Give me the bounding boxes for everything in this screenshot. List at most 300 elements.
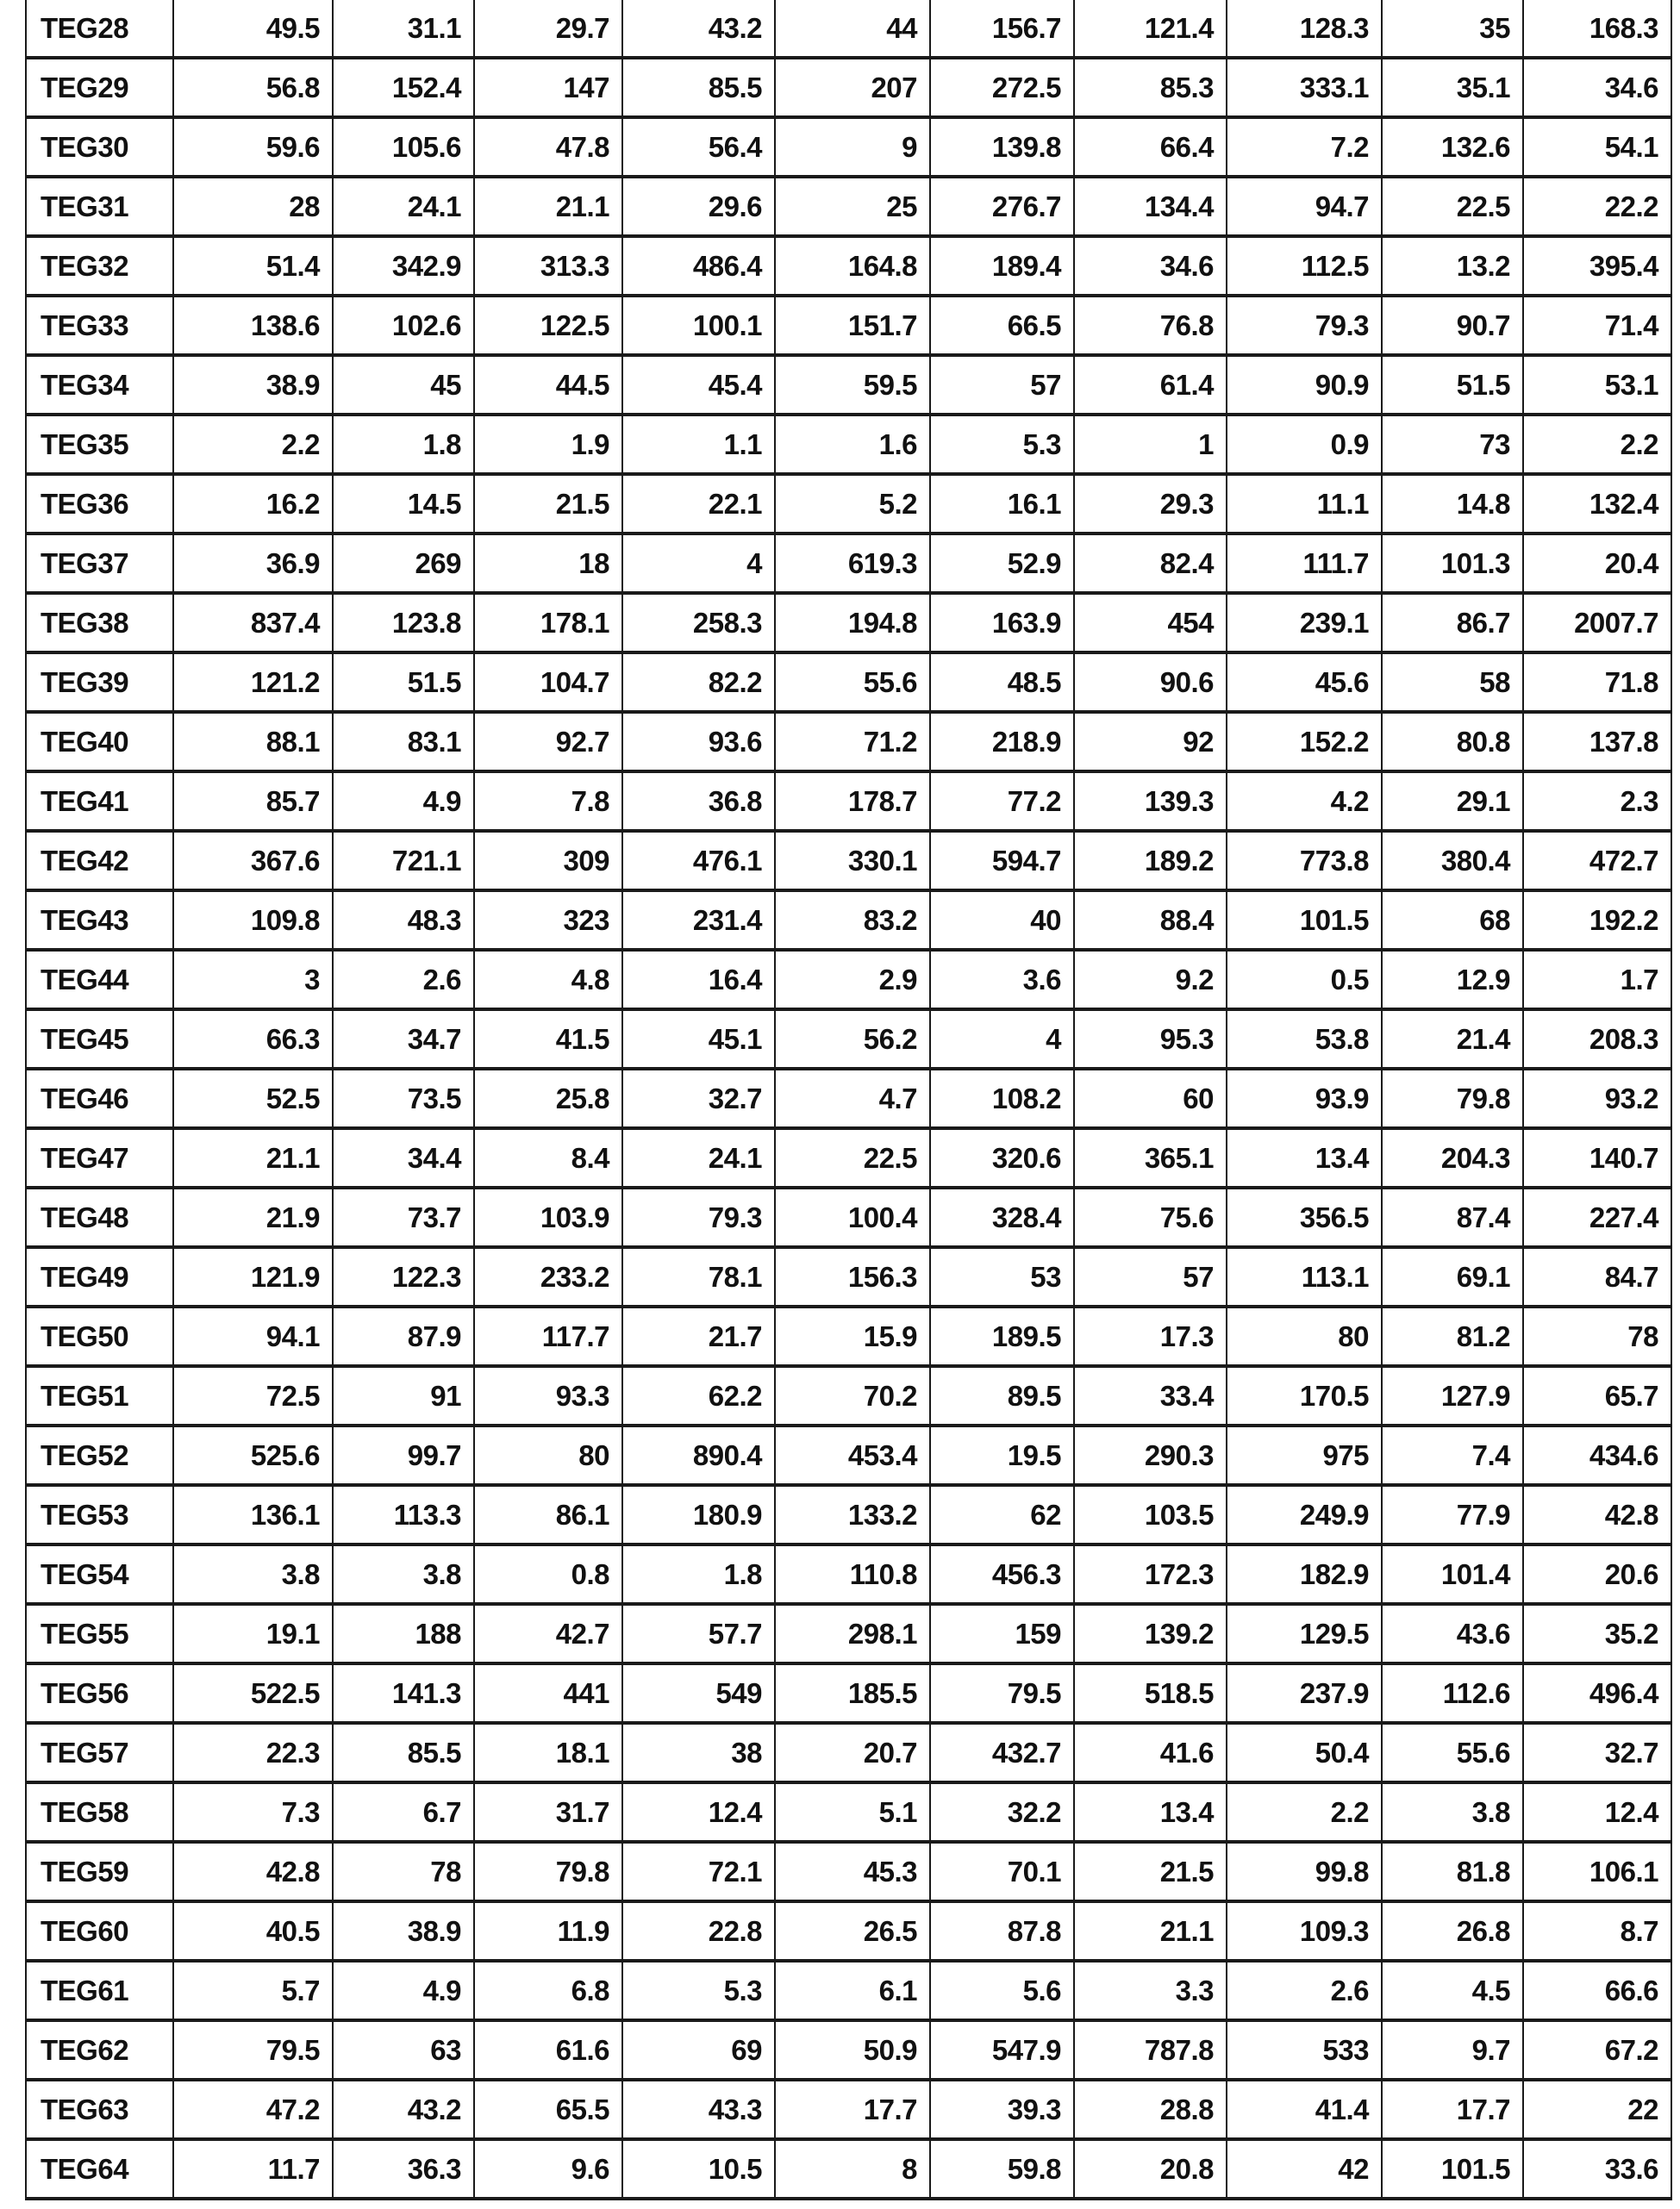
table-cell: 7.2: [1227, 117, 1382, 177]
table-cell: 29.7: [474, 0, 622, 58]
table-cell: 28: [173, 177, 333, 236]
table-row: [26, 712, 1671, 771]
table-cell: 178.1: [474, 593, 622, 652]
table-cell: 2.6: [333, 950, 474, 1009]
table-cell: 4.5: [1382, 1961, 1523, 2020]
row-label: TEG59: [26, 1842, 173, 1901]
table-cell: 8: [775, 2139, 930, 2199]
row-label: TEG40: [26, 712, 173, 771]
expression-data-table: [25, 0, 1672, 2200]
table-cell: 35: [1382, 0, 1523, 58]
table-cell: 218.9: [930, 712, 1074, 771]
table-cell: 330.1: [775, 831, 930, 890]
table-cell: 227.4: [1523, 1188, 1671, 1247]
table-cell: 41.5: [474, 1009, 622, 1069]
table-cell: 16.2: [173, 474, 333, 534]
table-row: [26, 1307, 1671, 1366]
table-row: [26, 1009, 1671, 1069]
table-cell: 239.1: [1227, 593, 1382, 652]
table-cell: 15.9: [775, 1307, 930, 1366]
table-cell: 189.2: [1074, 831, 1227, 890]
table-row: [26, 177, 1671, 236]
table-cell: 20.4: [1523, 534, 1671, 593]
table-cell: 51.5: [1382, 355, 1523, 415]
table-cell: 19.1: [173, 1604, 333, 1663]
table-cell: 95.3: [1074, 1009, 1227, 1069]
table-cell: 110.8: [775, 1544, 930, 1604]
table-row: [26, 890, 1671, 950]
table-cell: 21.4: [1382, 1009, 1523, 1069]
table-cell: 773.8: [1227, 831, 1382, 890]
table-cell: 11.7: [173, 2139, 333, 2199]
table-cell: 22.5: [1382, 177, 1523, 236]
row-label: TEG63: [26, 2080, 173, 2139]
table-row: [26, 1961, 1671, 2020]
table-cell: 518.5: [1074, 1663, 1227, 1723]
table-cell: 92.7: [474, 712, 622, 771]
table-cell: 141.3: [333, 1663, 474, 1723]
table-cell: 2.2: [1227, 1782, 1382, 1842]
table-cell: 52.5: [173, 1069, 333, 1128]
row-label: TEG35: [26, 415, 173, 474]
table-cell: 159: [930, 1604, 1074, 1663]
table-cell: 82.2: [622, 652, 775, 712]
row-label: TEG56: [26, 1663, 173, 1723]
table-cell: 233.2: [474, 1247, 622, 1307]
table-cell: 8.4: [474, 1128, 622, 1188]
table-cell: 3.8: [333, 1544, 474, 1604]
table-cell: 45.4: [622, 355, 775, 415]
table-cell: 101.5: [1382, 2139, 1523, 2199]
table-row: [26, 771, 1671, 831]
table-cell: 4.8: [474, 950, 622, 1009]
table-cell: 276.7: [930, 177, 1074, 236]
row-label: TEG28: [26, 0, 173, 58]
table-cell: 138.6: [173, 296, 333, 355]
table-cell: 6.7: [333, 1782, 474, 1842]
table-cell: 101.3: [1382, 534, 1523, 593]
table-cell: 78: [333, 1842, 474, 1901]
table-cell: 13.2: [1382, 236, 1523, 296]
table-cell: 320.6: [930, 1128, 1074, 1188]
table-cell: 25: [775, 177, 930, 236]
table-cell: 522.5: [173, 1663, 333, 1723]
table-cell: 58: [1382, 652, 1523, 712]
table-cell: 72.5: [173, 1366, 333, 1426]
table-cell: 101.5: [1227, 890, 1382, 950]
table-cell: 71.4: [1523, 296, 1671, 355]
table-cell: 472.7: [1523, 831, 1671, 890]
table-cell: 109.3: [1227, 1901, 1382, 1961]
table-cell: 434.6: [1523, 1426, 1671, 1485]
table-cell: 80.8: [1382, 712, 1523, 771]
table-cell: 170.5: [1227, 1366, 1382, 1426]
table-row: [26, 1782, 1671, 1842]
table-cell: 21.1: [474, 177, 622, 236]
table-cell: 14.5: [333, 474, 474, 534]
table-cell: 547.9: [930, 2020, 1074, 2080]
table-cell: 42: [1227, 2139, 1382, 2199]
table-cell: 61.4: [1074, 355, 1227, 415]
table-cell: 78: [1523, 1307, 1671, 1366]
table-cell: 51.4: [173, 236, 333, 296]
table-cell: 65.7: [1523, 1366, 1671, 1426]
table-cell: 3.6: [930, 950, 1074, 1009]
table-cell: 333.1: [1227, 58, 1382, 117]
row-label: TEG54: [26, 1544, 173, 1604]
table-row: [26, 474, 1671, 534]
table-cell: 11.1: [1227, 474, 1382, 534]
table-cell: 3.3: [1074, 1961, 1227, 2020]
table-cell: 85.5: [333, 1723, 474, 1782]
table-cell: 139.2: [1074, 1604, 1227, 1663]
table-cell: 549: [622, 1663, 775, 1723]
table-cell: 533: [1227, 2020, 1382, 2080]
row-label: TEG32: [26, 236, 173, 296]
table-cell: 192.2: [1523, 890, 1671, 950]
table-cell: 476.1: [622, 831, 775, 890]
table-cell: 47.2: [173, 2080, 333, 2139]
table-cell: 122.5: [474, 296, 622, 355]
table-row: [26, 1128, 1671, 1188]
table-cell: 121.9: [173, 1247, 333, 1307]
table-cell: 9.2: [1074, 950, 1227, 1009]
table-cell: 180.9: [622, 1485, 775, 1544]
table-cell: 71.8: [1523, 652, 1671, 712]
table-cell: 147: [474, 58, 622, 117]
table-cell: 134.4: [1074, 177, 1227, 236]
table-cell: 22.8: [622, 1901, 775, 1961]
table-cell: 39.3: [930, 2080, 1074, 2139]
table-cell: 1.8: [333, 415, 474, 474]
table-cell: 55.6: [775, 652, 930, 712]
table-cell: 128.3: [1227, 0, 1382, 58]
table-cell: 43.2: [333, 2080, 474, 2139]
table-cell: 194.8: [775, 593, 930, 652]
table-cell: 309: [474, 831, 622, 890]
table-cell: 20.7: [775, 1723, 930, 1782]
table-row: [26, 1188, 1671, 1247]
table-cell: 40: [930, 890, 1074, 950]
table-cell: 525.6: [173, 1426, 333, 1485]
table-cell: 313.3: [474, 236, 622, 296]
table-cell: 65.5: [474, 2080, 622, 2139]
table-cell: 84.7: [1523, 1247, 1671, 1307]
table-row: [26, 1247, 1671, 1307]
table-cell: 61.6: [474, 2020, 622, 2080]
table-cell: 156.7: [930, 0, 1074, 58]
table-cell: 4.9: [333, 771, 474, 831]
table-cell: 432.7: [930, 1723, 1074, 1782]
table-cell: 32.7: [622, 1069, 775, 1128]
table-cell: 34.6: [1074, 236, 1227, 296]
table-cell: 85.5: [622, 58, 775, 117]
table-cell: 66.4: [1074, 117, 1227, 177]
table-cell: 33.4: [1074, 1366, 1227, 1426]
table-cell: 51.5: [333, 652, 474, 712]
table-cell: 290.3: [1074, 1426, 1227, 1485]
table-cell: 172.3: [1074, 1544, 1227, 1604]
table-cell: 52.9: [930, 534, 1074, 593]
table-cell: 486.4: [622, 236, 775, 296]
table-cell: 189.4: [930, 236, 1074, 296]
table-cell: 112.6: [1382, 1663, 1523, 1723]
table-row: [26, 534, 1671, 593]
table-cell: 2.2: [1523, 415, 1671, 474]
table-cell: 45.3: [775, 1842, 930, 1901]
table-cell: 73: [1382, 415, 1523, 474]
table-cell: 90.9: [1227, 355, 1382, 415]
table-cell: 48.3: [333, 890, 474, 950]
table-cell: 139.3: [1074, 771, 1227, 831]
table-cell: 53.1: [1523, 355, 1671, 415]
table-row: [26, 58, 1671, 117]
row-label: TEG47: [26, 1128, 173, 1188]
table-cell: 88.4: [1074, 890, 1227, 950]
table-cell: 18: [474, 534, 622, 593]
table-cell: 28.8: [1074, 2080, 1227, 2139]
table-cell: 21.5: [474, 474, 622, 534]
table-cell: 453.4: [775, 1426, 930, 1485]
table-cell: 26.5: [775, 1901, 930, 1961]
table-row: [26, 117, 1671, 177]
table-cell: 7.4: [1382, 1426, 1523, 1485]
row-label: TEG30: [26, 117, 173, 177]
table-cell: 57: [930, 355, 1074, 415]
table-cell: 42.8: [1523, 1485, 1671, 1544]
table-cell: 36.8: [622, 771, 775, 831]
table-cell: 1.8: [622, 1544, 775, 1604]
table-cell: 29.6: [622, 177, 775, 236]
table-cell: 18.1: [474, 1723, 622, 1782]
table-cell: 55.6: [1382, 1723, 1523, 1782]
table-cell: 113.1: [1227, 1247, 1382, 1307]
row-label: TEG46: [26, 1069, 173, 1128]
table-cell: 133.2: [775, 1485, 930, 1544]
table-cell: 87.8: [930, 1901, 1074, 1961]
table-cell: 2.6: [1227, 1961, 1382, 2020]
table-cell: 109.8: [173, 890, 333, 950]
table-cell: 99.8: [1227, 1842, 1382, 1901]
table-cell: 6.1: [775, 1961, 930, 2020]
row-label: TEG42: [26, 831, 173, 890]
row-label: TEG38: [26, 593, 173, 652]
table-cell: 2.9: [775, 950, 930, 1009]
table-cell: 164.8: [775, 236, 930, 296]
row-label: TEG33: [26, 296, 173, 355]
row-label: TEG64: [26, 2139, 173, 2199]
table-cell: 59.6: [173, 117, 333, 177]
table-cell: 22.2: [1523, 177, 1671, 236]
table-cell: 188: [333, 1604, 474, 1663]
row-label: TEG39: [26, 652, 173, 712]
row-label: TEG37: [26, 534, 173, 593]
table-cell: 11.9: [474, 1901, 622, 1961]
table-cell: 36.9: [173, 534, 333, 593]
table-cell: 20.6: [1523, 1544, 1671, 1604]
table-cell: 87.4: [1382, 1188, 1523, 1247]
table-cell: 31.7: [474, 1782, 622, 1842]
table-cell: 12.4: [1523, 1782, 1671, 1842]
table-cell: 22: [1523, 2080, 1671, 2139]
table-cell: 140.7: [1523, 1128, 1671, 1188]
table-cell: 17.7: [1382, 2080, 1523, 2139]
table-cell: 75.6: [1074, 1188, 1227, 1247]
table-cell: 89.5: [930, 1366, 1074, 1426]
table-row: [26, 355, 1671, 415]
table-cell: 42.7: [474, 1604, 622, 1663]
table-cell: 22.1: [622, 474, 775, 534]
table-cell: 21.9: [173, 1188, 333, 1247]
table-cell: 34.6: [1523, 58, 1671, 117]
table-cell: 60: [1074, 1069, 1227, 1128]
table-cell: 24.1: [333, 177, 474, 236]
table-cell: 56.8: [173, 58, 333, 117]
table-cell: 93.6: [622, 712, 775, 771]
table-cell: 5.6: [930, 1961, 1074, 2020]
table-cell: 33.6: [1523, 2139, 1671, 2199]
table-cell: 10.5: [622, 2139, 775, 2199]
table-cell: 79.3: [622, 1188, 775, 1247]
table-cell: 113.3: [333, 1485, 474, 1544]
table-row: [26, 1901, 1671, 1961]
table-cell: 1: [1074, 415, 1227, 474]
table-cell: 456.3: [930, 1544, 1074, 1604]
table-row: [26, 415, 1671, 474]
table-cell: 86.7: [1382, 593, 1523, 652]
table-cell: 80: [474, 1426, 622, 1485]
table-cell: 79.8: [1382, 1069, 1523, 1128]
table-cell: 103.9: [474, 1188, 622, 1247]
table-cell: 68: [1382, 890, 1523, 950]
table-cell: 594.7: [930, 831, 1074, 890]
table-cell: 66.3: [173, 1009, 333, 1069]
table-cell: 35.2: [1523, 1604, 1671, 1663]
table-cell: 356.5: [1227, 1188, 1382, 1247]
table-cell: 496.4: [1523, 1663, 1671, 1723]
table-row: [26, 652, 1671, 712]
table-row: [26, 831, 1671, 890]
table-cell: 43.6: [1382, 1604, 1523, 1663]
table-cell: 111.7: [1227, 534, 1382, 593]
table-cell: 3: [173, 950, 333, 1009]
table-cell: 79.5: [930, 1663, 1074, 1723]
table-cell: 17.3: [1074, 1307, 1227, 1366]
table-cell: 454: [1074, 593, 1227, 652]
table-cell: 137.8: [1523, 712, 1671, 771]
row-label: TEG29: [26, 58, 173, 117]
table-cell: 88.1: [173, 712, 333, 771]
table-cell: 185.5: [775, 1663, 930, 1723]
table-cell: 101.4: [1382, 1544, 1523, 1604]
table-cell: 380.4: [1382, 831, 1523, 890]
table-cell: 29.1: [1382, 771, 1523, 831]
table-cell: 367.6: [173, 831, 333, 890]
table-cell: 31.1: [333, 0, 474, 58]
table-cell: 182.9: [1227, 1544, 1382, 1604]
table-body: [26, 0, 1671, 2199]
table-cell: 13.4: [1074, 1782, 1227, 1842]
table-cell: 93.3: [474, 1366, 622, 1426]
table-cell: 73.7: [333, 1188, 474, 1247]
table-cell: 63: [333, 2020, 474, 2080]
table-cell: 57.7: [622, 1604, 775, 1663]
table-cell: 132.6: [1382, 117, 1523, 177]
table-cell: 59.5: [775, 355, 930, 415]
table-cell: 62.2: [622, 1366, 775, 1426]
table-cell: 72.1: [622, 1842, 775, 1901]
table-row: [26, 1723, 1671, 1782]
table-cell: 20.8: [1074, 2139, 1227, 2199]
table-cell: 69.1: [1382, 1247, 1523, 1307]
table-cell: 24.1: [622, 1128, 775, 1188]
table-cell: 34.7: [333, 1009, 474, 1069]
table-cell: 0.5: [1227, 950, 1382, 1009]
table-cell: 328.4: [930, 1188, 1074, 1247]
table-cell: 152.4: [333, 58, 474, 117]
table-cell: 43.2: [622, 0, 775, 58]
table-cell: 93.2: [1523, 1069, 1671, 1128]
table-cell: 787.8: [1074, 2020, 1227, 2080]
table-cell: 22.3: [173, 1723, 333, 1782]
table-cell: 103.5: [1074, 1485, 1227, 1544]
table-cell: 79.8: [474, 1842, 622, 1901]
table-cell: 43.3: [622, 2080, 775, 2139]
table-cell: 73.5: [333, 1069, 474, 1128]
table-cell: 2.2: [173, 415, 333, 474]
table-cell: 721.1: [333, 831, 474, 890]
table-cell: 78.1: [622, 1247, 775, 1307]
table-cell: 2.3: [1523, 771, 1671, 831]
table-cell: 4: [622, 534, 775, 593]
table-cell: 90.6: [1074, 652, 1227, 712]
table-cell: 19.5: [930, 1426, 1074, 1485]
table-cell: 151.7: [775, 296, 930, 355]
table-cell: 13.4: [1227, 1128, 1382, 1188]
table-cell: 127.9: [1382, 1366, 1523, 1426]
table-cell: 272.5: [930, 58, 1074, 117]
table-cell: 5.1: [775, 1782, 930, 1842]
table-cell: 41.6: [1074, 1723, 1227, 1782]
row-label: TEG41: [26, 771, 173, 831]
table-cell: 77.9: [1382, 1485, 1523, 1544]
table-cell: 105.6: [333, 117, 474, 177]
table-cell: 40.5: [173, 1901, 333, 1961]
table-cell: 9: [775, 117, 930, 177]
table-cell: 8.7: [1523, 1901, 1671, 1961]
table-cell: 132.4: [1523, 474, 1671, 534]
table-cell: 123.8: [333, 593, 474, 652]
table-cell: 258.3: [622, 593, 775, 652]
table-cell: 83.1: [333, 712, 474, 771]
table-cell: 104.7: [474, 652, 622, 712]
table-cell: 45.1: [622, 1009, 775, 1069]
table-cell: 4.2: [1227, 771, 1382, 831]
table-cell: 100.1: [622, 296, 775, 355]
table-cell: 178.7: [775, 771, 930, 831]
table-cell: 890.4: [622, 1426, 775, 1485]
row-label: TEG50: [26, 1307, 173, 1366]
table-cell: 26.8: [1382, 1901, 1523, 1961]
table-cell: 207: [775, 58, 930, 117]
table-cell: 85.3: [1074, 58, 1227, 117]
table-row: [26, 1426, 1671, 1485]
table-cell: 4: [930, 1009, 1074, 1069]
table-cell: 395.4: [1523, 236, 1671, 296]
table-cell: 12.4: [622, 1782, 775, 1842]
table-cell: 117.7: [474, 1307, 622, 1366]
table-cell: 5.3: [622, 1961, 775, 2020]
